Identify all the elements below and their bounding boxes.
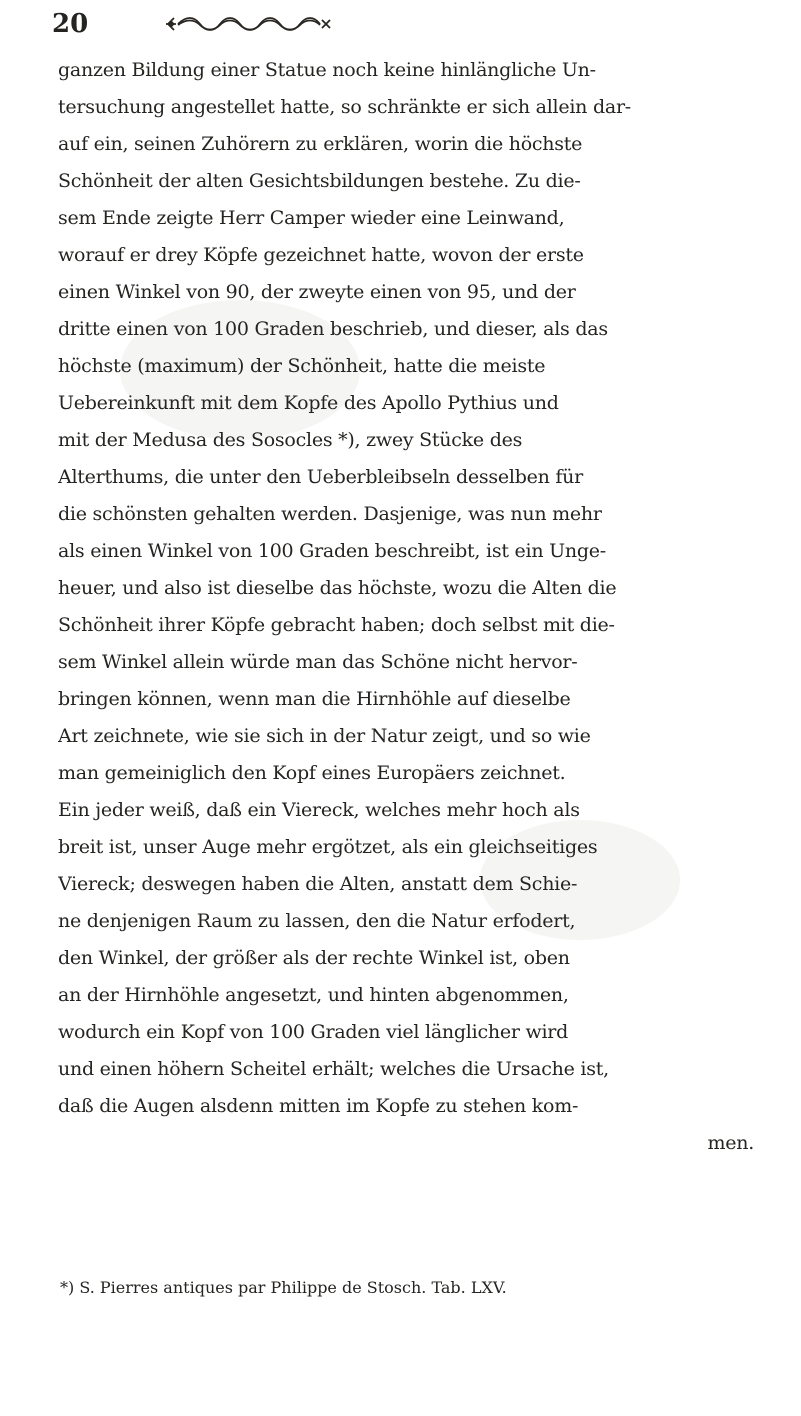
text-line: höchste (maximum) der Schönheit, hatte die meiste <box>58 355 546 377</box>
ornament-rule-icon <box>164 14 334 34</box>
text-line: sem Ende zeigte Herr Camper wieder eine Leinwand, <box>58 207 565 229</box>
text-line: Schönheit ihrer Köpfe gebracht haben; doch selbst mit die- <box>58 614 615 636</box>
text-line: Viereck; deswegen haben die Alten, anstatt dem Schie- <box>58 873 578 895</box>
text-line-final: men. <box>707 1132 754 1154</box>
text-line: daß die Augen alsdenn mitten im Kopfe zu stehen kom- <box>58 1095 579 1117</box>
text-line: und einen höhern Scheitel erhält; welches die Ursache ist, <box>58 1058 609 1080</box>
text-line: Art zeichnete, wie sie sich in der Natur zeigt, und so wie <box>58 725 591 747</box>
text-line: dritte einen von 100 Graden beschrieb, und dieser, als das <box>58 318 608 340</box>
text-line: sem Winkel allein würde man das Schöne nicht hervor- <box>58 651 578 673</box>
text-line: man gemeiniglich den Kopf eines Europäers zeichnet. <box>58 762 566 784</box>
text-line: die schönsten gehalten werden. Dasjenige, was nun mehr <box>58 503 602 525</box>
page-header <box>52 8 752 40</box>
text-line: als einen Winkel von 100 Graden beschreibt, ist ein Unge- <box>58 540 606 562</box>
text-line: mit der Medusa des Sosocles *), zwey Stücke des <box>58 429 523 451</box>
text-line: breit ist, unser Auge mehr ergötzet, als ein gleichseitiges <box>58 836 598 858</box>
text-line: Schönheit der alten Gesichtsbildungen bestehe. Zu die- <box>58 170 581 192</box>
text-line: wodurch ein Kopf von 100 Graden viel länglicher wird <box>58 1021 569 1043</box>
text-line: einen Winkel von 90, der zweyte einen von 95, und der <box>58 281 576 303</box>
text-line: tersuchung angestellet hatte, so schränkte er sich allein dar- <box>58 96 631 118</box>
text-line: heuer, und also ist dieselbe das höchste, wozu die Alten die <box>58 577 617 599</box>
text-line: Uebereinkunft mit dem Kopfe des Apollo Pythius und <box>58 392 559 414</box>
text-line: bringen können, wenn man die Hirnhöhle auf dieselbe <box>58 688 571 710</box>
body-text <box>58 52 754 1162</box>
text-line: ganzen Bildung einer Statue noch keine hinlängliche Un- <box>58 59 596 81</box>
text-line: Ein jeder weiß, daß ein Viereck, welches mehr hoch als <box>58 799 580 821</box>
text-line: ne denjenigen Raum zu lassen, den die Natur erfodert, <box>58 910 576 932</box>
footnote: *) S. Pierres antiques par Philippe de Stosch. Tab. LXV. <box>60 1278 507 1297</box>
text-line: den Winkel, der größer als der rechte Winkel ist, oben <box>58 947 570 969</box>
text-line: worauf er drey Köpfe gezeichnet hatte, wovon der erste <box>58 244 584 266</box>
page-number: 20 <box>52 9 89 39</box>
text-line: auf ein, seinen Zuhörern zu erklären, worin die höchste <box>58 133 583 155</box>
text-line: Alterthums, die unter den Ueberbleibseln desselben für <box>58 466 583 488</box>
text-line: an der Hirnhöhle angesetzt, und hinten abgenommen, <box>58 984 569 1006</box>
